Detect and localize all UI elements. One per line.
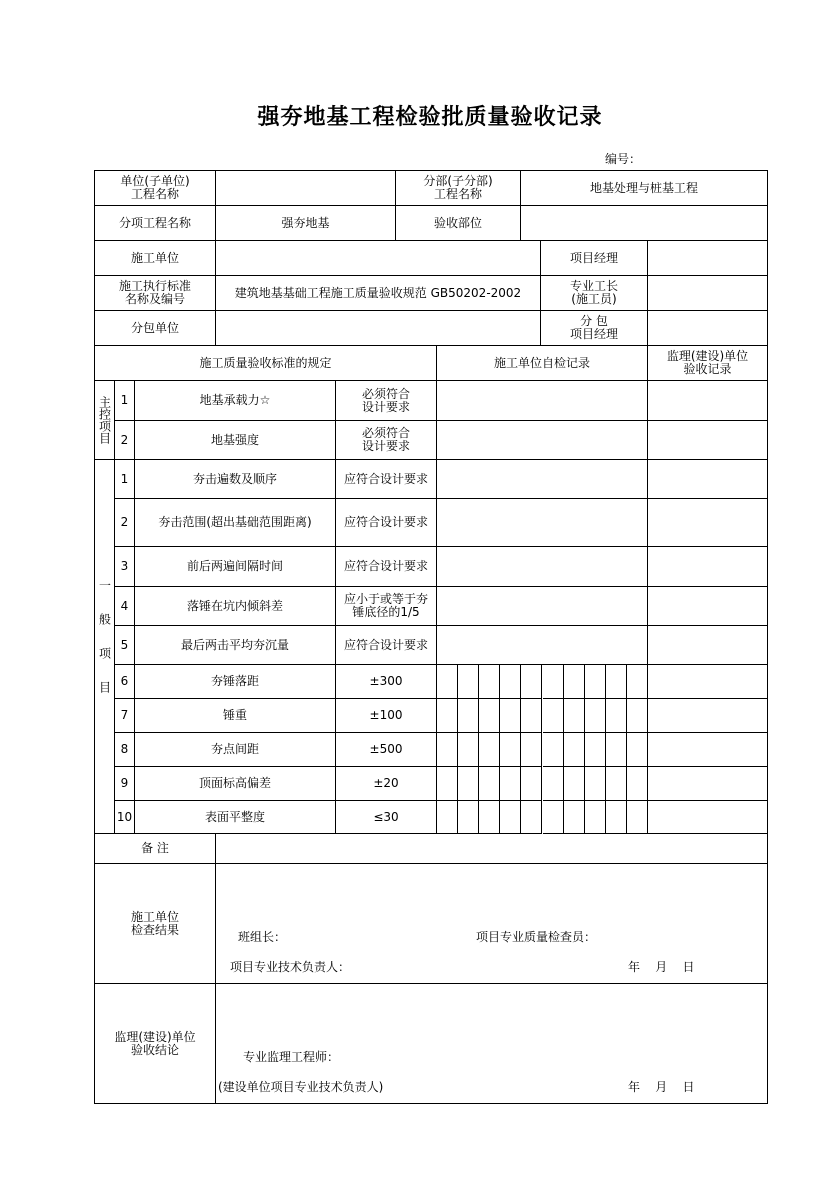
main-item-number bbox=[115, 421, 135, 460]
foreman-label bbox=[541, 276, 648, 311]
general-item-name bbox=[135, 699, 336, 733]
general-item-name bbox=[135, 767, 336, 801]
measurement-cell[interactable] bbox=[500, 801, 521, 834]
measurement-cell[interactable] bbox=[606, 665, 627, 699]
general-item-name-text: 落锤在坑内倾斜差 bbox=[186, 598, 283, 613]
general-item-number-text: 7 bbox=[120, 708, 129, 722]
general-items-group bbox=[95, 460, 115, 834]
measurement-cell[interactable] bbox=[437, 699, 458, 733]
general-item-name bbox=[135, 626, 336, 665]
general-item-supervision[interactable] bbox=[648, 626, 768, 665]
acceptance-part-label bbox=[396, 206, 521, 241]
contractor-date-label: 年 月 日 bbox=[628, 960, 695, 974]
measurement-cell[interactable] bbox=[479, 767, 500, 801]
general-item-standard bbox=[336, 547, 437, 587]
project-manager-label bbox=[541, 241, 648, 276]
general-item-supervision[interactable] bbox=[648, 460, 768, 499]
sub-pm-field[interactable] bbox=[648, 311, 768, 346]
general-item-number-text: 6 bbox=[120, 674, 129, 688]
acceptance-part-field[interactable] bbox=[521, 206, 768, 241]
measurement-cell[interactable] bbox=[479, 733, 500, 767]
measurement-cell[interactable] bbox=[500, 767, 521, 801]
subcontractor-label-text: 分包单位 bbox=[130, 320, 179, 335]
measurement-cell[interactable] bbox=[458, 665, 479, 699]
remarks-label bbox=[95, 834, 216, 864]
contractor-label bbox=[95, 241, 216, 276]
remarks-label-text: 备 注 bbox=[141, 841, 169, 855]
supervision-date-label: 年 月 日 bbox=[628, 1080, 695, 1094]
measurement-cell[interactable] bbox=[458, 801, 479, 834]
main-item-standard-text: 必须符合 设计要求 bbox=[361, 386, 410, 414]
standard-label-text: 施工执行标准 名称及编号 bbox=[118, 279, 191, 306]
measurement-cell[interactable] bbox=[543, 699, 564, 733]
main-item-name-text: 地基承载力☆ bbox=[199, 393, 271, 407]
subitem-name-label bbox=[95, 206, 216, 241]
foreman-label-text: 专业工长 (施工员) bbox=[569, 279, 618, 306]
general-item-number bbox=[115, 699, 135, 733]
self-check-column-header bbox=[437, 346, 648, 381]
standard-field[interactable] bbox=[216, 276, 541, 311]
general-item-supervision[interactable] bbox=[648, 547, 768, 587]
general-item-standard-text: ±500 bbox=[369, 742, 403, 756]
sub-pm-label bbox=[541, 311, 648, 346]
team-leader-label: 班组长： bbox=[238, 930, 287, 944]
general-item-supervision[interactable] bbox=[648, 665, 768, 699]
measurement-cell[interactable] bbox=[585, 699, 606, 733]
general-item-number bbox=[115, 460, 135, 499]
general-item-name-text: 夯点间距 bbox=[210, 742, 259, 756]
measurement-cell[interactable] bbox=[500, 733, 521, 767]
measurement-cell[interactable] bbox=[521, 767, 542, 801]
general-item-supervision[interactable] bbox=[648, 733, 768, 767]
general-item-name bbox=[135, 665, 336, 699]
subitem-name-label-text: 分项工程名称 bbox=[118, 215, 191, 230]
measurement-cell[interactable] bbox=[564, 665, 585, 699]
project-manager-label-text: 项目经理 bbox=[569, 250, 618, 265]
subitem-name-field[interactable] bbox=[216, 206, 396, 241]
general-item-standard bbox=[336, 801, 437, 834]
general-item-standard bbox=[336, 733, 437, 767]
division-name-label-text: 分部(子分部) 工程名称 bbox=[423, 174, 493, 201]
self-check-column-header-text: 施工单位自检记录 bbox=[493, 355, 590, 370]
standard-label bbox=[95, 276, 216, 311]
measurement-cell[interactable] bbox=[627, 801, 648, 834]
general-item-name-text: 夯击范围(超出基础范围距离) bbox=[158, 515, 312, 529]
general-item-number-text: 1 bbox=[120, 471, 129, 486]
measurement-cell[interactable] bbox=[500, 665, 521, 699]
subitem-name-field-text: 强夯地基 bbox=[281, 215, 330, 230]
general-item-self-check[interactable] bbox=[437, 587, 648, 626]
unit-name-label-text: 单位(子单位) 工程名称 bbox=[120, 174, 190, 201]
general-item-standard-text: ±300 bbox=[369, 674, 403, 688]
supervision-column-header-text: 监理(建设)单位 验收记录 bbox=[666, 349, 749, 376]
main-item-number-text: 2 bbox=[120, 432, 129, 447]
record-table bbox=[94, 170, 768, 1104]
general-item-number-text: 4 bbox=[120, 598, 129, 613]
measurement-cell[interactable] bbox=[585, 733, 606, 767]
general-item-supervision[interactable] bbox=[648, 499, 768, 547]
supervision-conclusion-label-text: 监理(建设)单位 验收结论 bbox=[114, 1029, 196, 1057]
record-number-label: 编号： bbox=[605, 152, 642, 166]
measurement-cell[interactable] bbox=[458, 733, 479, 767]
main-item-self-check[interactable] bbox=[437, 381, 648, 421]
general-item-number-text: 5 bbox=[120, 637, 129, 652]
unit-name-field[interactable] bbox=[216, 171, 396, 206]
general-item-number-text: 9 bbox=[120, 776, 129, 790]
general-items-group-text: 一般项目 bbox=[97, 578, 112, 715]
measurement-cell[interactable] bbox=[585, 665, 606, 699]
general-item-supervision[interactable] bbox=[648, 699, 768, 733]
main-item-self-check[interactable] bbox=[437, 421, 648, 460]
general-item-standard bbox=[336, 699, 437, 733]
general-item-supervision[interactable] bbox=[648, 801, 768, 834]
general-item-standard bbox=[336, 460, 437, 499]
general-item-self-check[interactable] bbox=[437, 626, 648, 665]
general-item-number bbox=[115, 767, 135, 801]
main-items-group bbox=[95, 381, 115, 460]
measurement-cell[interactable] bbox=[606, 699, 627, 733]
general-item-supervision[interactable] bbox=[648, 767, 768, 801]
measurement-cell[interactable] bbox=[479, 699, 500, 733]
measurement-cell[interactable] bbox=[437, 665, 458, 699]
measurement-cell[interactable] bbox=[585, 801, 606, 834]
general-item-standard-text: 应符合设计要求 bbox=[343, 471, 428, 486]
measurement-cell[interactable] bbox=[543, 733, 564, 767]
measurement-cell[interactable] bbox=[606, 767, 627, 801]
project-manager-field[interactable] bbox=[648, 241, 768, 276]
main-item-name-text: 地基强度 bbox=[210, 432, 259, 447]
general-item-standard-text: 应符合设计要求 bbox=[343, 559, 428, 573]
tech-lead-label: 项目专业技术负责人： bbox=[230, 960, 351, 974]
general-item-number-text: 2 bbox=[120, 515, 129, 529]
general-item-self-check[interactable] bbox=[437, 547, 648, 587]
measurement-cell[interactable] bbox=[627, 733, 648, 767]
supervision-conclusion-label bbox=[95, 984, 216, 1104]
general-item-standard bbox=[336, 626, 437, 665]
contractor-check-label bbox=[95, 864, 216, 984]
measurement-cell[interactable] bbox=[543, 767, 564, 801]
general-item-standard-text: ≤30 bbox=[373, 809, 399, 824]
measurement-cell[interactable] bbox=[500, 699, 521, 733]
measurement-cell[interactable] bbox=[543, 801, 564, 834]
main-item-number-text: 1 bbox=[120, 393, 129, 407]
general-item-number bbox=[115, 626, 135, 665]
general-item-standard-text: ±100 bbox=[369, 708, 403, 722]
general-item-standard-text: 应小于或等于夯 锤底径的1/5 bbox=[343, 592, 428, 619]
division-name-field[interactable] bbox=[521, 171, 768, 206]
general-item-standard bbox=[336, 499, 437, 547]
measurement-cell[interactable] bbox=[437, 801, 458, 834]
main-items-group-text: 主控项目 bbox=[97, 396, 112, 444]
standard-field-text: 建筑地基基础工程施工质量验收规范 GB50202-2002 bbox=[234, 285, 522, 300]
general-item-name bbox=[135, 547, 336, 587]
measurement-cell[interactable] bbox=[606, 733, 627, 767]
main-item-supervision[interactable] bbox=[648, 381, 768, 421]
general-item-name bbox=[135, 733, 336, 767]
measurement-cell[interactable] bbox=[437, 767, 458, 801]
main-item-name bbox=[135, 421, 336, 460]
owner-rep-label: (建设单位项目专业技术负责人) bbox=[218, 1080, 384, 1094]
general-item-standard bbox=[336, 767, 437, 801]
remarks-field[interactable] bbox=[216, 834, 768, 864]
spec-column-header bbox=[95, 346, 437, 381]
acceptance-part-label-text: 验收部位 bbox=[433, 215, 482, 230]
general-item-number-text: 10 bbox=[116, 809, 133, 824]
measurement-cell[interactable] bbox=[627, 699, 648, 733]
measurement-cell[interactable] bbox=[479, 801, 500, 834]
measurement-cell[interactable] bbox=[521, 801, 542, 834]
sub-pm-label-text: 分 包 项目经理 bbox=[569, 314, 618, 341]
general-item-standard bbox=[336, 665, 437, 699]
general-item-number bbox=[115, 733, 135, 767]
general-item-number bbox=[115, 587, 135, 626]
general-item-name-text: 最后两击平均夯沉量 bbox=[180, 637, 289, 652]
supervision-column-header bbox=[648, 346, 768, 381]
general-item-standard-text: 应符合设计要求 bbox=[343, 515, 428, 529]
main-item-supervision[interactable] bbox=[648, 421, 768, 460]
measurement-cell[interactable] bbox=[458, 767, 479, 801]
measurement-cell[interactable] bbox=[627, 767, 648, 801]
measurement-cell[interactable] bbox=[564, 767, 585, 801]
quality-inspector-label: 项目专业质量检查员： bbox=[476, 930, 597, 944]
main-item-number bbox=[115, 381, 135, 421]
general-item-number bbox=[115, 499, 135, 547]
supervision-conclusion-area[interactable] bbox=[216, 984, 768, 1104]
measurement-cell[interactable] bbox=[543, 665, 564, 699]
general-item-name-text: 夯击遍数及顺序 bbox=[192, 471, 277, 486]
general-item-number-text: 3 bbox=[120, 559, 129, 573]
general-item-name-text: 锤重 bbox=[222, 708, 247, 722]
measurement-cell[interactable] bbox=[627, 665, 648, 699]
general-item-name bbox=[135, 587, 336, 626]
general-item-standard-text: 应符合设计要求 bbox=[343, 637, 428, 652]
general-item-name-text: 前后两遍间隔时间 bbox=[186, 559, 283, 573]
subcontractor-label bbox=[95, 311, 216, 346]
contractor-label-text: 施工单位 bbox=[130, 250, 179, 265]
measurement-cell[interactable] bbox=[606, 801, 627, 834]
contractor-check-area[interactable] bbox=[216, 864, 768, 984]
general-item-number bbox=[115, 547, 135, 587]
division-name-field-text: 地基处理与桩基工程 bbox=[589, 180, 698, 195]
general-item-name bbox=[135, 801, 336, 834]
main-item-standard-text: 必须符合 设计要求 bbox=[361, 426, 410, 453]
general-item-standard bbox=[336, 587, 437, 626]
contractor-field[interactable] bbox=[216, 241, 541, 276]
supervision-engineer-label: 专业监理工程师： bbox=[243, 1050, 340, 1064]
measurement-cell[interactable] bbox=[564, 733, 585, 767]
division-name-label bbox=[396, 171, 521, 206]
general-item-name-text: 夯锤落距 bbox=[210, 674, 259, 688]
page-title: 强夯地基工程检验批质量验收记录 bbox=[257, 105, 603, 130]
subcontractor-field[interactable] bbox=[216, 311, 541, 346]
general-item-number bbox=[115, 665, 135, 699]
measurement-cell[interactable] bbox=[521, 665, 542, 699]
general-item-self-check[interactable] bbox=[437, 499, 648, 547]
measurement-cell[interactable] bbox=[564, 699, 585, 733]
measurement-cell[interactable] bbox=[458, 699, 479, 733]
general-item-number bbox=[115, 801, 135, 834]
measurement-cell[interactable] bbox=[564, 801, 585, 834]
general-item-name bbox=[135, 499, 336, 547]
general-item-self-check[interactable] bbox=[437, 460, 648, 499]
main-item-standard bbox=[336, 421, 437, 460]
spec-column-header-text: 施工质量验收标准的规定 bbox=[199, 355, 332, 370]
measurement-cell[interactable] bbox=[437, 733, 458, 767]
contractor-check-label-text: 施工单位 检查结果 bbox=[130, 909, 179, 937]
general-item-standard-text: ±20 bbox=[373, 776, 399, 790]
unit-name-label bbox=[95, 171, 216, 206]
measurement-cell[interactable] bbox=[521, 699, 542, 733]
general-item-name-text: 顶面标高偏差 bbox=[198, 776, 271, 790]
main-item-name bbox=[135, 381, 336, 421]
general-item-number-text: 8 bbox=[120, 742, 129, 756]
general-item-name-text: 表面平整度 bbox=[204, 809, 265, 824]
main-item-standard bbox=[336, 381, 437, 421]
general-item-name bbox=[135, 460, 336, 499]
measurement-cell[interactable] bbox=[479, 665, 500, 699]
measurement-cell[interactable] bbox=[521, 733, 542, 767]
measurement-cell[interactable] bbox=[585, 767, 606, 801]
foreman-field[interactable] bbox=[648, 276, 768, 311]
general-item-supervision[interactable] bbox=[648, 587, 768, 626]
